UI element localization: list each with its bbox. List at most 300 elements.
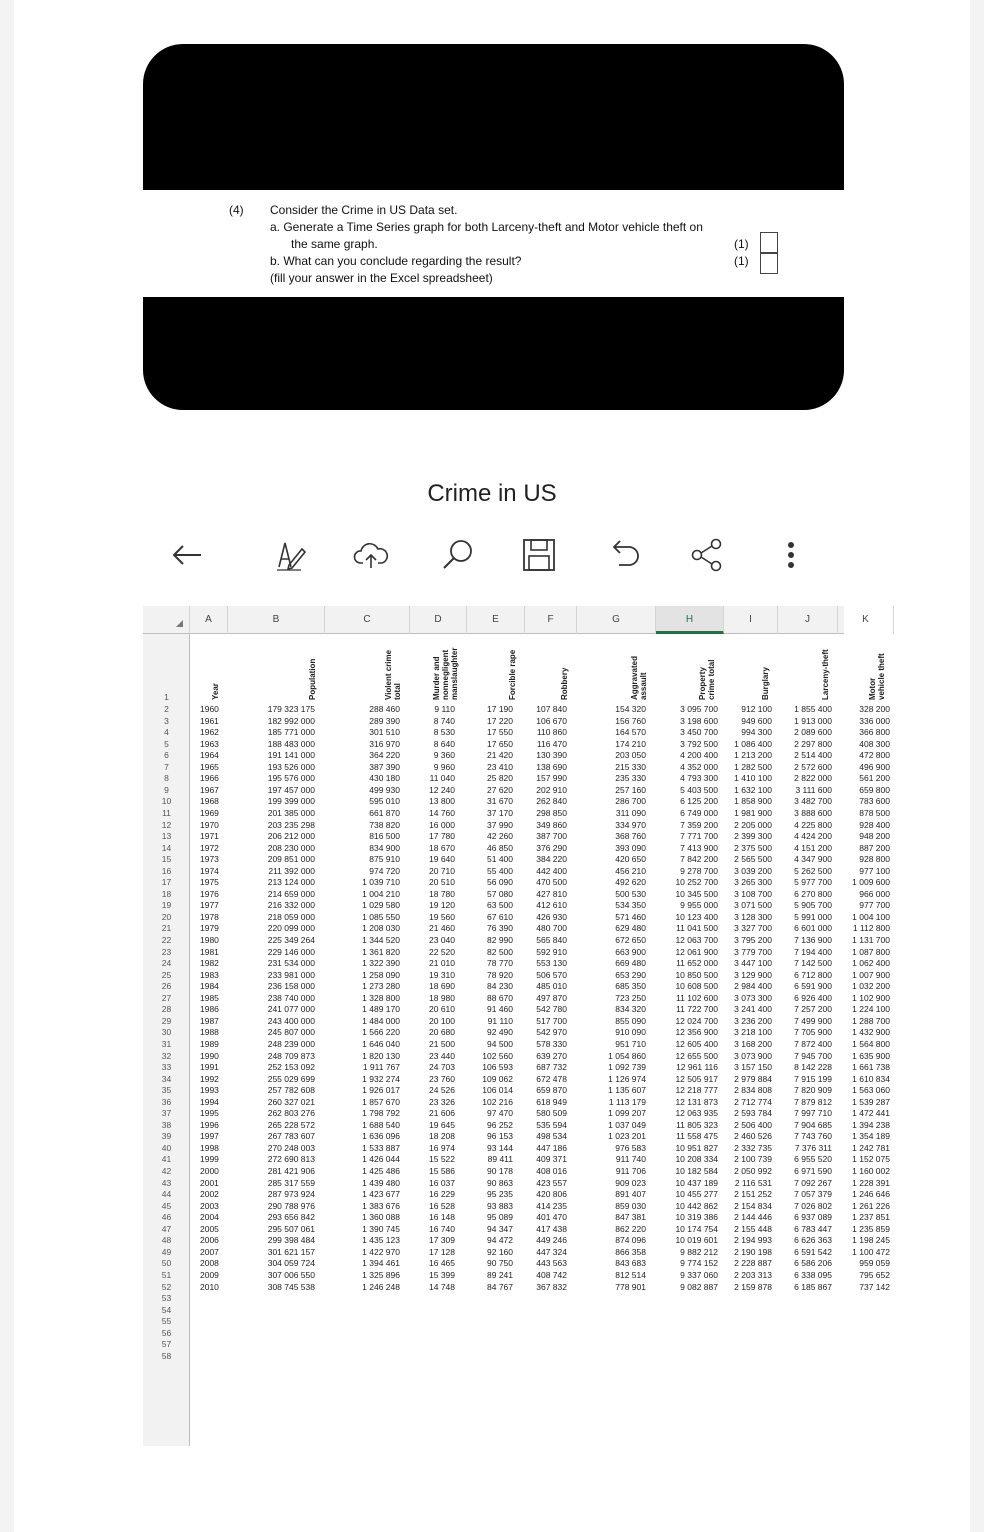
- cell-e6[interactable]: 21 420: [487, 750, 513, 761]
- cell-j27[interactable]: 6 926 400: [794, 992, 832, 1003]
- row-header-11[interactable]: 11: [162, 807, 171, 818]
- row-header-25[interactable]: 25: [161, 969, 172, 980]
- cell-a41[interactable]: 1999: [200, 1154, 219, 1165]
- cell-f51[interactable]: 408 742: [536, 1269, 567, 1280]
- cell-j10[interactable]: 3 482 700: [794, 796, 832, 807]
- cell-f33[interactable]: 687 732: [536, 1062, 567, 1073]
- cell-k43[interactable]: 1 228 391: [852, 1177, 890, 1188]
- cell-b9[interactable]: 197 457 000: [267, 784, 315, 795]
- row-header-19[interactable]: 19: [161, 900, 172, 911]
- cell-e44[interactable]: 95 235: [487, 1189, 513, 1200]
- cell-i17[interactable]: 3 265 300: [734, 877, 772, 888]
- cell-f4[interactable]: 110 860: [536, 727, 567, 738]
- cell-i27[interactable]: 3 073 300: [734, 992, 772, 1003]
- cell-h18[interactable]: 10 345 500: [675, 888, 718, 899]
- cell-a30[interactable]: 1988: [200, 1027, 219, 1038]
- row-header-45[interactable]: 45: [161, 1200, 172, 1211]
- cell-i52[interactable]: 2 159 878: [734, 1281, 772, 1292]
- cell-k28[interactable]: 1 224 100: [852, 1004, 890, 1015]
- cell-a31[interactable]: 1989: [200, 1038, 219, 1049]
- cell-d13[interactable]: 17 780: [429, 831, 455, 842]
- cell-g31[interactable]: 951 710: [615, 1038, 646, 1049]
- cell-d45[interactable]: 16 528: [429, 1200, 455, 1211]
- cell-i46[interactable]: 2 144 446: [734, 1212, 772, 1223]
- cell-h14[interactable]: 7 413 900: [680, 842, 718, 853]
- row-header-38[interactable]: 38: [161, 1119, 172, 1130]
- cell-e51[interactable]: 89 241: [487, 1269, 513, 1280]
- cell-f12[interactable]: 349 860: [536, 819, 567, 830]
- cell-h23[interactable]: 12 061 900: [675, 946, 718, 957]
- row-header-57[interactable]: 57: [161, 1339, 172, 1350]
- cell-i5[interactable]: 1 086 400: [734, 738, 772, 749]
- row-header-15[interactable]: 15: [161, 854, 172, 865]
- cell-d16[interactable]: 20 710: [429, 865, 455, 876]
- cell-f40[interactable]: 447 186: [536, 1142, 567, 1153]
- cell-f47[interactable]: 417 438: [536, 1223, 567, 1234]
- cell-d51[interactable]: 15 399: [429, 1269, 455, 1280]
- cell-j31[interactable]: 7 872 400: [794, 1038, 832, 1049]
- cell-e18[interactable]: 57 080: [487, 888, 513, 899]
- row-header-30[interactable]: 30: [161, 1027, 172, 1038]
- cell-g35[interactable]: 1 135 607: [608, 1085, 646, 1096]
- cell-h51[interactable]: 9 337 060: [680, 1269, 718, 1280]
- cell-g26[interactable]: 685 350: [615, 981, 646, 992]
- cell-h49[interactable]: 9 882 212: [680, 1246, 718, 1257]
- cell-e2[interactable]: 17 190: [487, 704, 513, 714]
- cell-d17[interactable]: 20 510: [429, 877, 455, 888]
- cell-g43[interactable]: 909 023: [615, 1177, 646, 1188]
- cell-h26[interactable]: 10 608 500: [675, 981, 718, 992]
- cell-g40[interactable]: 976 583: [615, 1142, 646, 1153]
- cell-b4[interactable]: 185 771 000: [267, 727, 315, 738]
- cell-area[interactable]: [190, 634, 890, 1446]
- cell-c17[interactable]: 1 039 710: [362, 877, 400, 888]
- cell-d27[interactable]: 18 980: [429, 992, 455, 1003]
- cell-f38[interactable]: 535 594: [536, 1119, 567, 1130]
- cell-g42[interactable]: 911 706: [615, 1166, 646, 1176]
- row-header-3[interactable]: 3: [164, 715, 169, 726]
- undo-icon[interactable]: [602, 532, 648, 578]
- cell-f21[interactable]: 480 700: [536, 923, 567, 934]
- cell-a50[interactable]: 2008: [200, 1258, 219, 1269]
- cell-j42[interactable]: 6 971 590: [794, 1166, 832, 1176]
- cell-c16[interactable]: 974 720: [369, 865, 400, 876]
- cell-j46[interactable]: 6 937 089: [794, 1212, 832, 1223]
- cell-f2[interactable]: 107 840: [536, 704, 567, 714]
- cell-g22[interactable]: 672 650: [615, 935, 646, 945]
- cell-h12[interactable]: 7 359 200: [680, 819, 718, 830]
- cell-k40[interactable]: 1 242 781: [852, 1142, 890, 1153]
- cell-i43[interactable]: 2 116 531: [734, 1177, 772, 1188]
- spreadsheet-grid[interactable]: [143, 606, 890, 1446]
- cell-i22[interactable]: 3 795 200: [734, 935, 772, 945]
- cell-j39[interactable]: 7 743 760: [794, 1131, 832, 1142]
- cell-b22[interactable]: 225 349 264: [267, 935, 315, 945]
- cell-f9[interactable]: 202 910: [536, 784, 567, 795]
- cell-d11[interactable]: 14 760: [429, 807, 455, 818]
- cell-a17[interactable]: 1975: [200, 877, 219, 888]
- cell-a4[interactable]: 1962: [200, 727, 219, 738]
- cell-g7[interactable]: 215 330: [615, 761, 646, 772]
- cell-b41[interactable]: 272 690 813: [267, 1154, 315, 1165]
- cell-c34[interactable]: 1 932 274: [362, 1073, 400, 1084]
- cell-i23[interactable]: 3 779 700: [734, 946, 772, 957]
- cell-d12[interactable]: 16 000: [429, 819, 455, 830]
- cell-d20[interactable]: 19 560: [429, 911, 455, 922]
- cell-i28[interactable]: 3 241 400: [734, 1004, 772, 1015]
- cell-b43[interactable]: 285 317 559: [267, 1177, 315, 1188]
- row-header-16[interactable]: 16: [161, 865, 172, 876]
- row-header-23[interactable]: 23: [161, 946, 172, 957]
- row-header-10[interactable]: 10: [161, 796, 172, 807]
- row-header-31[interactable]: 31: [161, 1038, 172, 1049]
- row-header-17[interactable]: 17: [161, 877, 172, 888]
- cell-i8[interactable]: 1 410 100: [734, 773, 772, 784]
- row-header-2[interactable]: 2: [164, 704, 169, 714]
- cell-i51[interactable]: 2 203 313: [734, 1269, 772, 1280]
- cell-k38[interactable]: 1 394 238: [852, 1119, 890, 1130]
- row-header-49[interactable]: 49: [161, 1246, 172, 1257]
- cell-h3[interactable]: 3 198 600: [680, 715, 718, 726]
- cell-c8[interactable]: 430 180: [369, 773, 400, 784]
- cell-f32[interactable]: 639 270: [536, 1050, 567, 1061]
- cell-f37[interactable]: 580 509: [536, 1108, 567, 1119]
- cell-j30[interactable]: 7 705 900: [794, 1027, 832, 1038]
- cell-i13[interactable]: 2 399 300: [734, 831, 772, 842]
- cell-k22[interactable]: 1 131 700: [852, 935, 890, 945]
- cell-j6[interactable]: 2 514 400: [794, 750, 832, 761]
- cell-a47[interactable]: 2005: [200, 1223, 219, 1234]
- cell-a40[interactable]: 1998: [200, 1142, 219, 1153]
- cell-c52[interactable]: 1 246 248: [362, 1281, 400, 1292]
- cell-a49[interactable]: 2007: [200, 1246, 219, 1257]
- column-header-k[interactable]: K: [838, 606, 894, 634]
- cell-g13[interactable]: 368 760: [615, 831, 646, 842]
- cell-h38[interactable]: 11 805 323: [676, 1119, 718, 1130]
- cell-j48[interactable]: 6 626 363: [794, 1235, 832, 1246]
- cell-g14[interactable]: 393 090: [615, 842, 646, 853]
- cell-c45[interactable]: 1 383 676: [362, 1200, 400, 1211]
- row-header-37[interactable]: 37: [161, 1108, 172, 1119]
- cell-b52[interactable]: 308 745 538: [267, 1281, 315, 1292]
- cell-j19[interactable]: 5 905 700: [794, 900, 832, 911]
- cell-d47[interactable]: 16 740: [429, 1223, 455, 1234]
- cell-f45[interactable]: 414 235: [536, 1200, 567, 1211]
- cell-f11[interactable]: 298 850: [536, 807, 567, 818]
- row-header-4[interactable]: 4: [164, 727, 169, 738]
- cell-b37[interactable]: 262 803 276: [267, 1108, 315, 1119]
- cell-c35[interactable]: 1 926 017: [362, 1085, 400, 1096]
- cell-e49[interactable]: 92 160: [487, 1246, 513, 1257]
- cell-j33[interactable]: 8 142 228: [794, 1062, 832, 1073]
- cell-d41[interactable]: 15 522: [429, 1154, 455, 1165]
- cell-k27[interactable]: 1 102 900: [852, 992, 890, 1003]
- column-header-i[interactable]: I: [724, 606, 778, 634]
- row-header-40[interactable]: 40: [161, 1142, 172, 1153]
- cell-k41[interactable]: 1 152 075: [852, 1154, 890, 1165]
- cell-k19[interactable]: 977 700: [859, 900, 890, 911]
- cell-j29[interactable]: 7 499 900: [794, 1015, 832, 1026]
- cell-b16[interactable]: 211 392 000: [268, 865, 315, 876]
- cell-b28[interactable]: 241 077 000: [267, 1004, 315, 1015]
- cell-a14[interactable]: 1972: [200, 842, 219, 853]
- cell-g34[interactable]: 1 126 974: [608, 1073, 646, 1084]
- cell-j8[interactable]: 2 822 000: [794, 773, 832, 784]
- cell-a27[interactable]: 1985: [200, 992, 219, 1003]
- cell-a20[interactable]: 1978: [200, 911, 219, 922]
- cell-c28[interactable]: 1 489 170: [362, 1004, 400, 1015]
- cell-f31[interactable]: 578 330: [536, 1038, 567, 1049]
- cell-a5[interactable]: 1963: [200, 738, 219, 749]
- row-header-51[interactable]: 51: [161, 1269, 172, 1280]
- cell-a7[interactable]: 1965: [200, 761, 219, 772]
- cell-a16[interactable]: 1974: [200, 865, 219, 876]
- cell-f8[interactable]: 157 990: [536, 773, 567, 784]
- row-header-9[interactable]: 9: [164, 784, 169, 795]
- cell-g12[interactable]: 334 970: [615, 819, 646, 830]
- cell-f22[interactable]: 565 840: [536, 935, 567, 945]
- cell-d25[interactable]: 19 310: [429, 969, 455, 980]
- cell-c27[interactable]: 1 328 800: [362, 992, 400, 1003]
- cell-h43[interactable]: 10 437 189: [675, 1177, 718, 1188]
- cell-g21[interactable]: 629 480: [615, 923, 646, 934]
- cell-e46[interactable]: 95 089: [487, 1212, 513, 1223]
- cell-d38[interactable]: 19 645: [429, 1119, 455, 1130]
- row-header-33[interactable]: 33: [161, 1062, 172, 1073]
- cell-h30[interactable]: 12 356 900: [675, 1027, 718, 1038]
- cell-i34[interactable]: 2 979 884: [734, 1073, 772, 1084]
- cell-i25[interactable]: 3 129 900: [734, 969, 772, 980]
- cell-g52[interactable]: 778 901: [615, 1281, 646, 1292]
- cell-k42[interactable]: 1 160 002: [852, 1166, 890, 1176]
- cell-c4[interactable]: 301 510: [369, 727, 400, 738]
- cell-i32[interactable]: 3 073 900: [734, 1050, 772, 1061]
- row-header-42[interactable]: 42: [161, 1166, 172, 1176]
- row-header-24[interactable]: 24: [161, 958, 172, 969]
- cell-d43[interactable]: 16 037: [429, 1177, 455, 1188]
- row-header-39[interactable]: 39: [161, 1131, 172, 1142]
- cell-g9[interactable]: 257 160: [615, 784, 646, 795]
- cell-g39[interactable]: 1 023 201: [608, 1131, 646, 1142]
- cell-g33[interactable]: 1 092 739: [608, 1062, 646, 1073]
- cell-h45[interactable]: 10 442 862: [675, 1200, 718, 1211]
- cell-f25[interactable]: 506 570: [536, 969, 567, 980]
- cell-b48[interactable]: 299 398 484: [267, 1235, 315, 1246]
- cell-g37[interactable]: 1 099 207: [608, 1108, 646, 1119]
- row-header-34[interactable]: 34: [161, 1073, 172, 1084]
- cell-f50[interactable]: 443 563: [536, 1258, 567, 1269]
- cell-e36[interactable]: 102 216: [482, 1096, 513, 1107]
- cell-f42[interactable]: 408 016: [536, 1166, 567, 1176]
- cell-f44[interactable]: 420 806: [536, 1189, 567, 1200]
- cell-c30[interactable]: 1 566 220: [362, 1027, 400, 1038]
- cell-g49[interactable]: 866 358: [615, 1246, 646, 1257]
- cell-d28[interactable]: 20 610: [429, 1004, 455, 1015]
- cell-d52[interactable]: 14 748: [429, 1281, 455, 1292]
- cell-b31[interactable]: 248 239 000: [267, 1038, 315, 1049]
- cell-h25[interactable]: 10 850 500: [675, 969, 718, 980]
- row-header-32[interactable]: 32: [161, 1050, 172, 1061]
- save-icon[interactable]: [516, 532, 562, 578]
- cell-e33[interactable]: 106 593: [482, 1062, 513, 1073]
- cell-a44[interactable]: 2002: [200, 1189, 219, 1200]
- cell-g28[interactable]: 834 320: [615, 1004, 646, 1015]
- cell-h48[interactable]: 10 019 601: [675, 1235, 718, 1246]
- cell-k8[interactable]: 561 200: [859, 773, 890, 784]
- cell-k44[interactable]: 1 246 646: [852, 1189, 890, 1200]
- cell-j7[interactable]: 2 572 600: [794, 761, 832, 772]
- cell-a37[interactable]: 1995: [200, 1108, 219, 1119]
- cell-k49[interactable]: 1 100 472: [852, 1246, 890, 1257]
- cell-i12[interactable]: 2 205 000: [734, 819, 772, 830]
- cell-e8[interactable]: 25 820: [487, 773, 513, 784]
- cell-h52[interactable]: 9 082 887: [680, 1281, 718, 1292]
- cell-f15[interactable]: 384 220: [536, 854, 567, 865]
- cell-f17[interactable]: 470 500: [536, 877, 567, 888]
- cell-k3[interactable]: 336 000: [859, 715, 890, 726]
- cell-g47[interactable]: 862 220: [615, 1223, 646, 1234]
- row-header-20[interactable]: 20: [161, 911, 172, 922]
- cell-b12[interactable]: 203 235 298: [267, 819, 315, 830]
- cell-k25[interactable]: 1 007 900: [852, 969, 890, 980]
- row-header-14[interactable]: 14: [161, 842, 172, 853]
- row-header-54[interactable]: 54: [161, 1304, 172, 1315]
- cell-b38[interactable]: 265 228 572: [267, 1119, 315, 1130]
- cell-c51[interactable]: 1 325 896: [362, 1269, 400, 1280]
- cell-a26[interactable]: 1984: [200, 981, 219, 992]
- cell-f10[interactable]: 262 840: [536, 796, 567, 807]
- cell-j5[interactable]: 2 297 800: [794, 738, 832, 749]
- cell-h13[interactable]: 7 771 700: [680, 831, 718, 842]
- cell-f35[interactable]: 659 870: [536, 1085, 567, 1096]
- cell-b29[interactable]: 243 400 000: [267, 1015, 315, 1026]
- cell-k11[interactable]: 878 500: [859, 807, 890, 818]
- cell-c37[interactable]: 1 798 792: [362, 1108, 400, 1119]
- cell-b45[interactable]: 290 788 976: [267, 1200, 315, 1211]
- row-header-35[interactable]: 35: [161, 1085, 172, 1096]
- cell-i24[interactable]: 3 447 100: [734, 958, 772, 969]
- cell-k18[interactable]: 966 000: [859, 888, 890, 899]
- row-header-55[interactable]: 55: [161, 1316, 172, 1327]
- cell-a33[interactable]: 1991: [200, 1062, 219, 1073]
- cell-b21[interactable]: 220 099 000: [267, 923, 315, 934]
- cell-c36[interactable]: 1 857 670: [362, 1096, 400, 1107]
- cell-g50[interactable]: 843 683: [615, 1258, 646, 1269]
- cell-e11[interactable]: 37 170: [487, 807, 513, 818]
- cell-j25[interactable]: 6 712 800: [794, 969, 832, 980]
- cell-a6[interactable]: 1964: [200, 750, 219, 761]
- cell-a11[interactable]: 1969: [200, 807, 219, 818]
- cell-c6[interactable]: 364 220: [369, 750, 400, 761]
- cell-a28[interactable]: 1986: [200, 1004, 219, 1015]
- search-icon[interactable]: [434, 532, 480, 578]
- cell-g19[interactable]: 534 350: [615, 900, 646, 911]
- cell-i42[interactable]: 2 050 992: [734, 1166, 772, 1176]
- row-header-7[interactable]: 7: [164, 761, 169, 772]
- cell-b42[interactable]: 281 421 906: [267, 1166, 315, 1176]
- cell-f28[interactable]: 542 780: [536, 1004, 567, 1015]
- cell-b5[interactable]: 188 483 000: [267, 738, 315, 749]
- cell-j17[interactable]: 5 977 700: [794, 877, 832, 888]
- cloud-upload-icon[interactable]: [348, 532, 394, 578]
- cell-c29[interactable]: 1 484 000: [362, 1015, 400, 1026]
- cell-g29[interactable]: 855 090: [615, 1015, 646, 1026]
- cell-k47[interactable]: 1 235 859: [852, 1223, 890, 1234]
- cell-j18[interactable]: 6 270 800: [794, 888, 832, 899]
- cell-a35[interactable]: 1993: [200, 1085, 219, 1096]
- cell-g16[interactable]: 456 210: [615, 865, 646, 876]
- cell-i50[interactable]: 2 228 887: [734, 1258, 772, 1269]
- column-header-j[interactable]: J: [778, 606, 838, 634]
- back-arrow-icon[interactable]: [164, 532, 210, 578]
- cell-a29[interactable]: 1987: [200, 1015, 219, 1026]
- cell-c43[interactable]: 1 439 480: [362, 1177, 400, 1188]
- cell-i40[interactable]: 2 332 735: [734, 1142, 772, 1153]
- cell-d18[interactable]: 18 780: [429, 888, 455, 899]
- cell-i33[interactable]: 3 157 150: [734, 1062, 772, 1073]
- cell-j20[interactable]: 5 991 000: [794, 911, 832, 922]
- cell-k6[interactable]: 472 800: [859, 750, 890, 761]
- cell-e15[interactable]: 51 400: [487, 854, 513, 865]
- cell-g41[interactable]: 911 740: [615, 1154, 646, 1165]
- cell-f7[interactable]: 138 690: [536, 761, 567, 772]
- cell-a52[interactable]: 2010: [200, 1281, 219, 1292]
- cell-a9[interactable]: 1967: [200, 784, 219, 795]
- row-header-47[interactable]: 47: [161, 1223, 172, 1234]
- cell-i39[interactable]: 2 460 526: [734, 1131, 772, 1142]
- cell-i30[interactable]: 3 218 100: [734, 1027, 772, 1038]
- cell-f39[interactable]: 498 534: [536, 1131, 567, 1142]
- cell-f49[interactable]: 447 324: [536, 1246, 567, 1257]
- cell-g6[interactable]: 203 050: [615, 750, 646, 761]
- cell-i36[interactable]: 2 712 774: [734, 1096, 772, 1107]
- cell-b36[interactable]: 260 327 021: [267, 1096, 315, 1107]
- cell-i18[interactable]: 3 108 700: [734, 888, 772, 899]
- cell-h8[interactable]: 4 793 300: [680, 773, 718, 784]
- cell-j9[interactable]: 3 111 600: [795, 784, 832, 795]
- cell-f16[interactable]: 442 400: [536, 865, 567, 876]
- cell-e48[interactable]: 94 472: [487, 1235, 513, 1246]
- cell-c10[interactable]: 595 010: [369, 796, 400, 807]
- cell-b27[interactable]: 238 740 000: [267, 992, 315, 1003]
- cell-e21[interactable]: 76 390: [487, 923, 513, 934]
- cell-j4[interactable]: 2 089 600: [794, 727, 832, 738]
- cell-d2[interactable]: 9 110: [434, 704, 455, 714]
- cell-e4[interactable]: 17 550: [487, 727, 513, 738]
- cell-k24[interactable]: 1 062 400: [852, 958, 890, 969]
- cell-e7[interactable]: 23 410: [487, 761, 513, 772]
- cell-a51[interactable]: 2009: [200, 1269, 219, 1280]
- cell-f41[interactable]: 409 371: [536, 1154, 567, 1165]
- cell-f24[interactable]: 553 130: [536, 958, 567, 969]
- cell-k35[interactable]: 1 563 060: [852, 1085, 890, 1096]
- cell-d40[interactable]: 16 974: [429, 1142, 455, 1153]
- cell-b44[interactable]: 287 973 924: [267, 1189, 315, 1200]
- row-header-22[interactable]: 22: [161, 935, 172, 945]
- cell-c14[interactable]: 834 900: [369, 842, 400, 853]
- cell-c9[interactable]: 499 930: [369, 784, 400, 795]
- cell-k12[interactable]: 928 400: [859, 819, 890, 830]
- cell-k21[interactable]: 1 112 800: [852, 923, 890, 934]
- cell-c41[interactable]: 1 426 044: [362, 1154, 400, 1165]
- cell-h36[interactable]: 12 131 873: [675, 1096, 718, 1107]
- cell-k7[interactable]: 496 900: [859, 761, 890, 772]
- cell-j32[interactable]: 7 945 700: [794, 1050, 832, 1061]
- cell-j36[interactable]: 7 879 812: [794, 1096, 832, 1107]
- cell-e50[interactable]: 90 750: [487, 1258, 513, 1269]
- cell-b7[interactable]: 193 526 000: [267, 761, 315, 772]
- cell-e32[interactable]: 102 560: [482, 1050, 513, 1061]
